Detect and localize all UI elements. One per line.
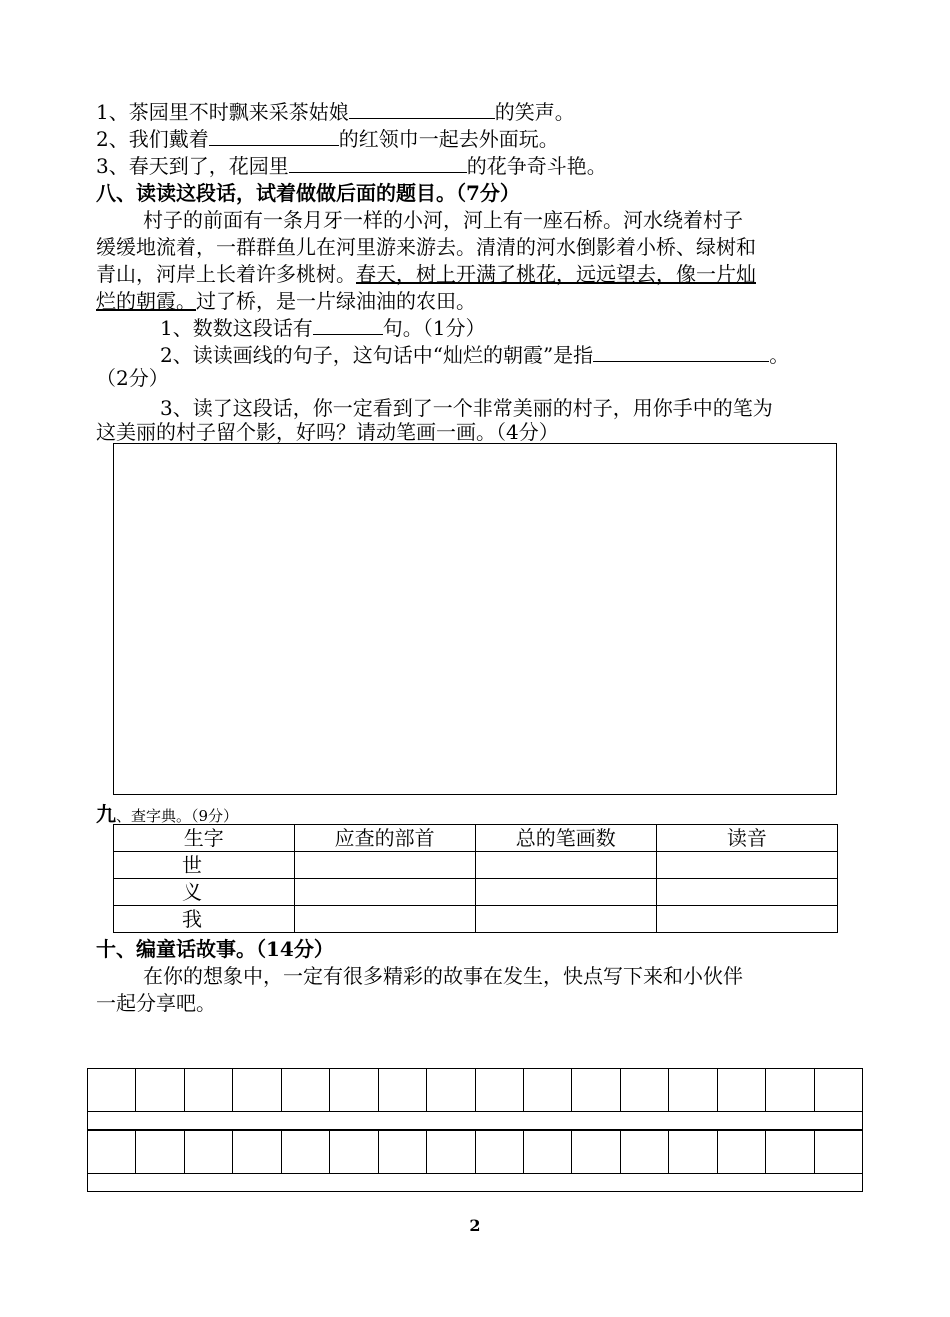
header-radical: 应查的部首 (294, 825, 475, 852)
q10-heading: 十、编童话故事。（14分） (96, 937, 334, 961)
writing-cell[interactable] (427, 1069, 475, 1112)
q8-sub-question-1 (160, 316, 485, 340)
writing-cell[interactable] (88, 1069, 136, 1112)
writing-cell[interactable] (620, 1131, 668, 1174)
q10-instruction-line-2: 一起分享吧。 (96, 991, 216, 1015)
page-number: 2 (469, 1216, 481, 1235)
q7-line-1 (96, 100, 575, 124)
writing-cell[interactable] (378, 1131, 426, 1174)
q7-line-2 (96, 127, 559, 151)
writing-cell[interactable] (475, 1131, 523, 1174)
writing-cell[interactable] (184, 1131, 232, 1174)
q8-paragraph-line-2: 缓缓地流着，一群群鱼儿在河里游来游去。清清的河水倒影着小桥、绿树和 (96, 235, 756, 259)
q7-line-3-pre: 3、春天到了，花园里 (96, 154, 289, 178)
q8-p4-plain: 过了桥，是一片绿油油的农田。 (196, 289, 476, 313)
dictionary-table (113, 824, 838, 933)
q9-heading-number: 九 (96, 802, 116, 826)
radical-answer-cell[interactable] (294, 852, 475, 879)
q7-line-3-post: 的花争奇斗艳。 (466, 154, 607, 178)
q7-line-1-post: 的笑声。 (494, 100, 575, 124)
q7-line-1-pre: 1、茶园里不时飘来采茶姑娘 (96, 100, 349, 124)
pronunciation-answer-cell[interactable] (656, 852, 837, 879)
radical-answer-cell[interactable] (294, 906, 475, 933)
drawing-area[interactable] (113, 443, 837, 795)
header-stroke-count: 总的笔画数 (475, 825, 656, 852)
header-pronunciation: 读音 (656, 825, 837, 852)
writing-cell[interactable] (475, 1069, 523, 1112)
table-header-row (114, 825, 838, 852)
writing-cell[interactable] (523, 1131, 571, 1174)
writing-cell[interactable] (717, 1131, 765, 1174)
stroke-answer-cell[interactable] (475, 879, 656, 906)
q7-blank-2[interactable] (209, 127, 339, 146)
q8-sub1-post: 句。（1分） (382, 316, 486, 340)
stroke-answer-cell[interactable] (475, 906, 656, 933)
q8-underlined-sentence-part-1: 春天，树上开满了桃花，远远望去，像一片灿 (356, 262, 756, 286)
q8-sub2-pre: 2、读读画线的句子，这句话中“灿烂的朝霞”是指 (160, 343, 594, 367)
q10-instruction-line-1: 在你的想象中，一定有很多精彩的故事在发生，快点写下来和小伙伴 (143, 964, 743, 988)
q8-sub1-pre: 1、数数这段话有 (160, 316, 313, 340)
writing-cell[interactable] (330, 1069, 378, 1112)
character-cell: 义 (114, 879, 295, 906)
q8-paragraph-line-3 (96, 262, 756, 286)
table-row (114, 906, 838, 933)
writing-cell[interactable] (378, 1069, 426, 1112)
writing-cell[interactable] (717, 1069, 765, 1112)
writing-cell[interactable] (669, 1069, 717, 1112)
q8-sub2-post: 。 (769, 343, 790, 367)
table-row (114, 852, 838, 879)
writing-cell[interactable] (669, 1131, 717, 1174)
writing-cell[interactable] (523, 1069, 571, 1112)
writing-cell[interactable] (766, 1069, 814, 1112)
character-cell: 世 (114, 852, 295, 879)
q8-sub2-blank[interactable] (593, 343, 769, 362)
writing-cell[interactable] (88, 1131, 136, 1174)
writing-cell[interactable] (136, 1131, 184, 1174)
pronunciation-answer-cell[interactable] (656, 906, 837, 933)
q8-sub-question-3-line-1: 3、读了这段话，你一定看到了一个非常美丽的村子，用你手中的笔为 (160, 396, 773, 420)
writing-cell[interactable] (233, 1131, 281, 1174)
writing-row-gap (87, 1173, 863, 1192)
q7-line-3 (96, 154, 607, 178)
q9-heading-text: 、查字典。（9分） (116, 807, 239, 825)
q7-line-2-pre: 2、我们戴着 (96, 127, 209, 151)
writing-cell[interactable] (572, 1131, 620, 1174)
pronunciation-answer-cell[interactable] (656, 879, 837, 906)
q8-sub2-score: （2分） (96, 366, 169, 390)
writing-cell[interactable] (184, 1069, 232, 1112)
table-row (114, 879, 838, 906)
writing-cell[interactable] (136, 1069, 184, 1112)
writing-grid-row-1 (87, 1068, 863, 1112)
q8-heading: 八、读读这段话，试着做做后面的题目。（7分） (96, 181, 520, 205)
q8-sub-question-2 (160, 343, 789, 367)
writing-cell[interactable] (814, 1069, 862, 1112)
character-cell: 我 (114, 906, 295, 933)
q8-underlined-sentence-part-2: 烂的朝霞。 (96, 289, 196, 313)
header-character: 生字 (114, 825, 295, 852)
q8-sub-question-3-line-2: 这美丽的村子留个影，好吗？请动笔画一画。（4分） (96, 420, 559, 444)
writing-cell[interactable] (814, 1131, 862, 1174)
q8-paragraph-line-1: 村子的前面有一条月牙一样的小河，河上有一座石桥。河水绕着村子 (143, 208, 743, 232)
writing-cell[interactable] (427, 1131, 475, 1174)
writing-row-gap (87, 1111, 863, 1130)
radical-answer-cell[interactable] (294, 879, 475, 906)
writing-cell[interactable] (330, 1131, 378, 1174)
q7-line-2-post: 的红领巾一起去外面玩。 (338, 127, 559, 151)
q7-blank-1[interactable] (349, 100, 495, 119)
stroke-answer-cell[interactable] (475, 852, 656, 879)
writing-grid-row-2 (87, 1130, 863, 1174)
writing-cell[interactable] (620, 1069, 668, 1112)
writing-cell[interactable] (766, 1131, 814, 1174)
writing-cell[interactable] (281, 1069, 329, 1112)
q8-p3-plain: 青山，河岸上长着许多桃树。 (96, 262, 356, 286)
writing-cell[interactable] (281, 1131, 329, 1174)
q7-blank-3[interactable] (289, 154, 467, 173)
writing-cell[interactable] (572, 1069, 620, 1112)
q8-sub1-blank[interactable] (313, 316, 383, 335)
writing-cell[interactable] (233, 1069, 281, 1112)
q8-paragraph-line-4 (96, 289, 476, 313)
